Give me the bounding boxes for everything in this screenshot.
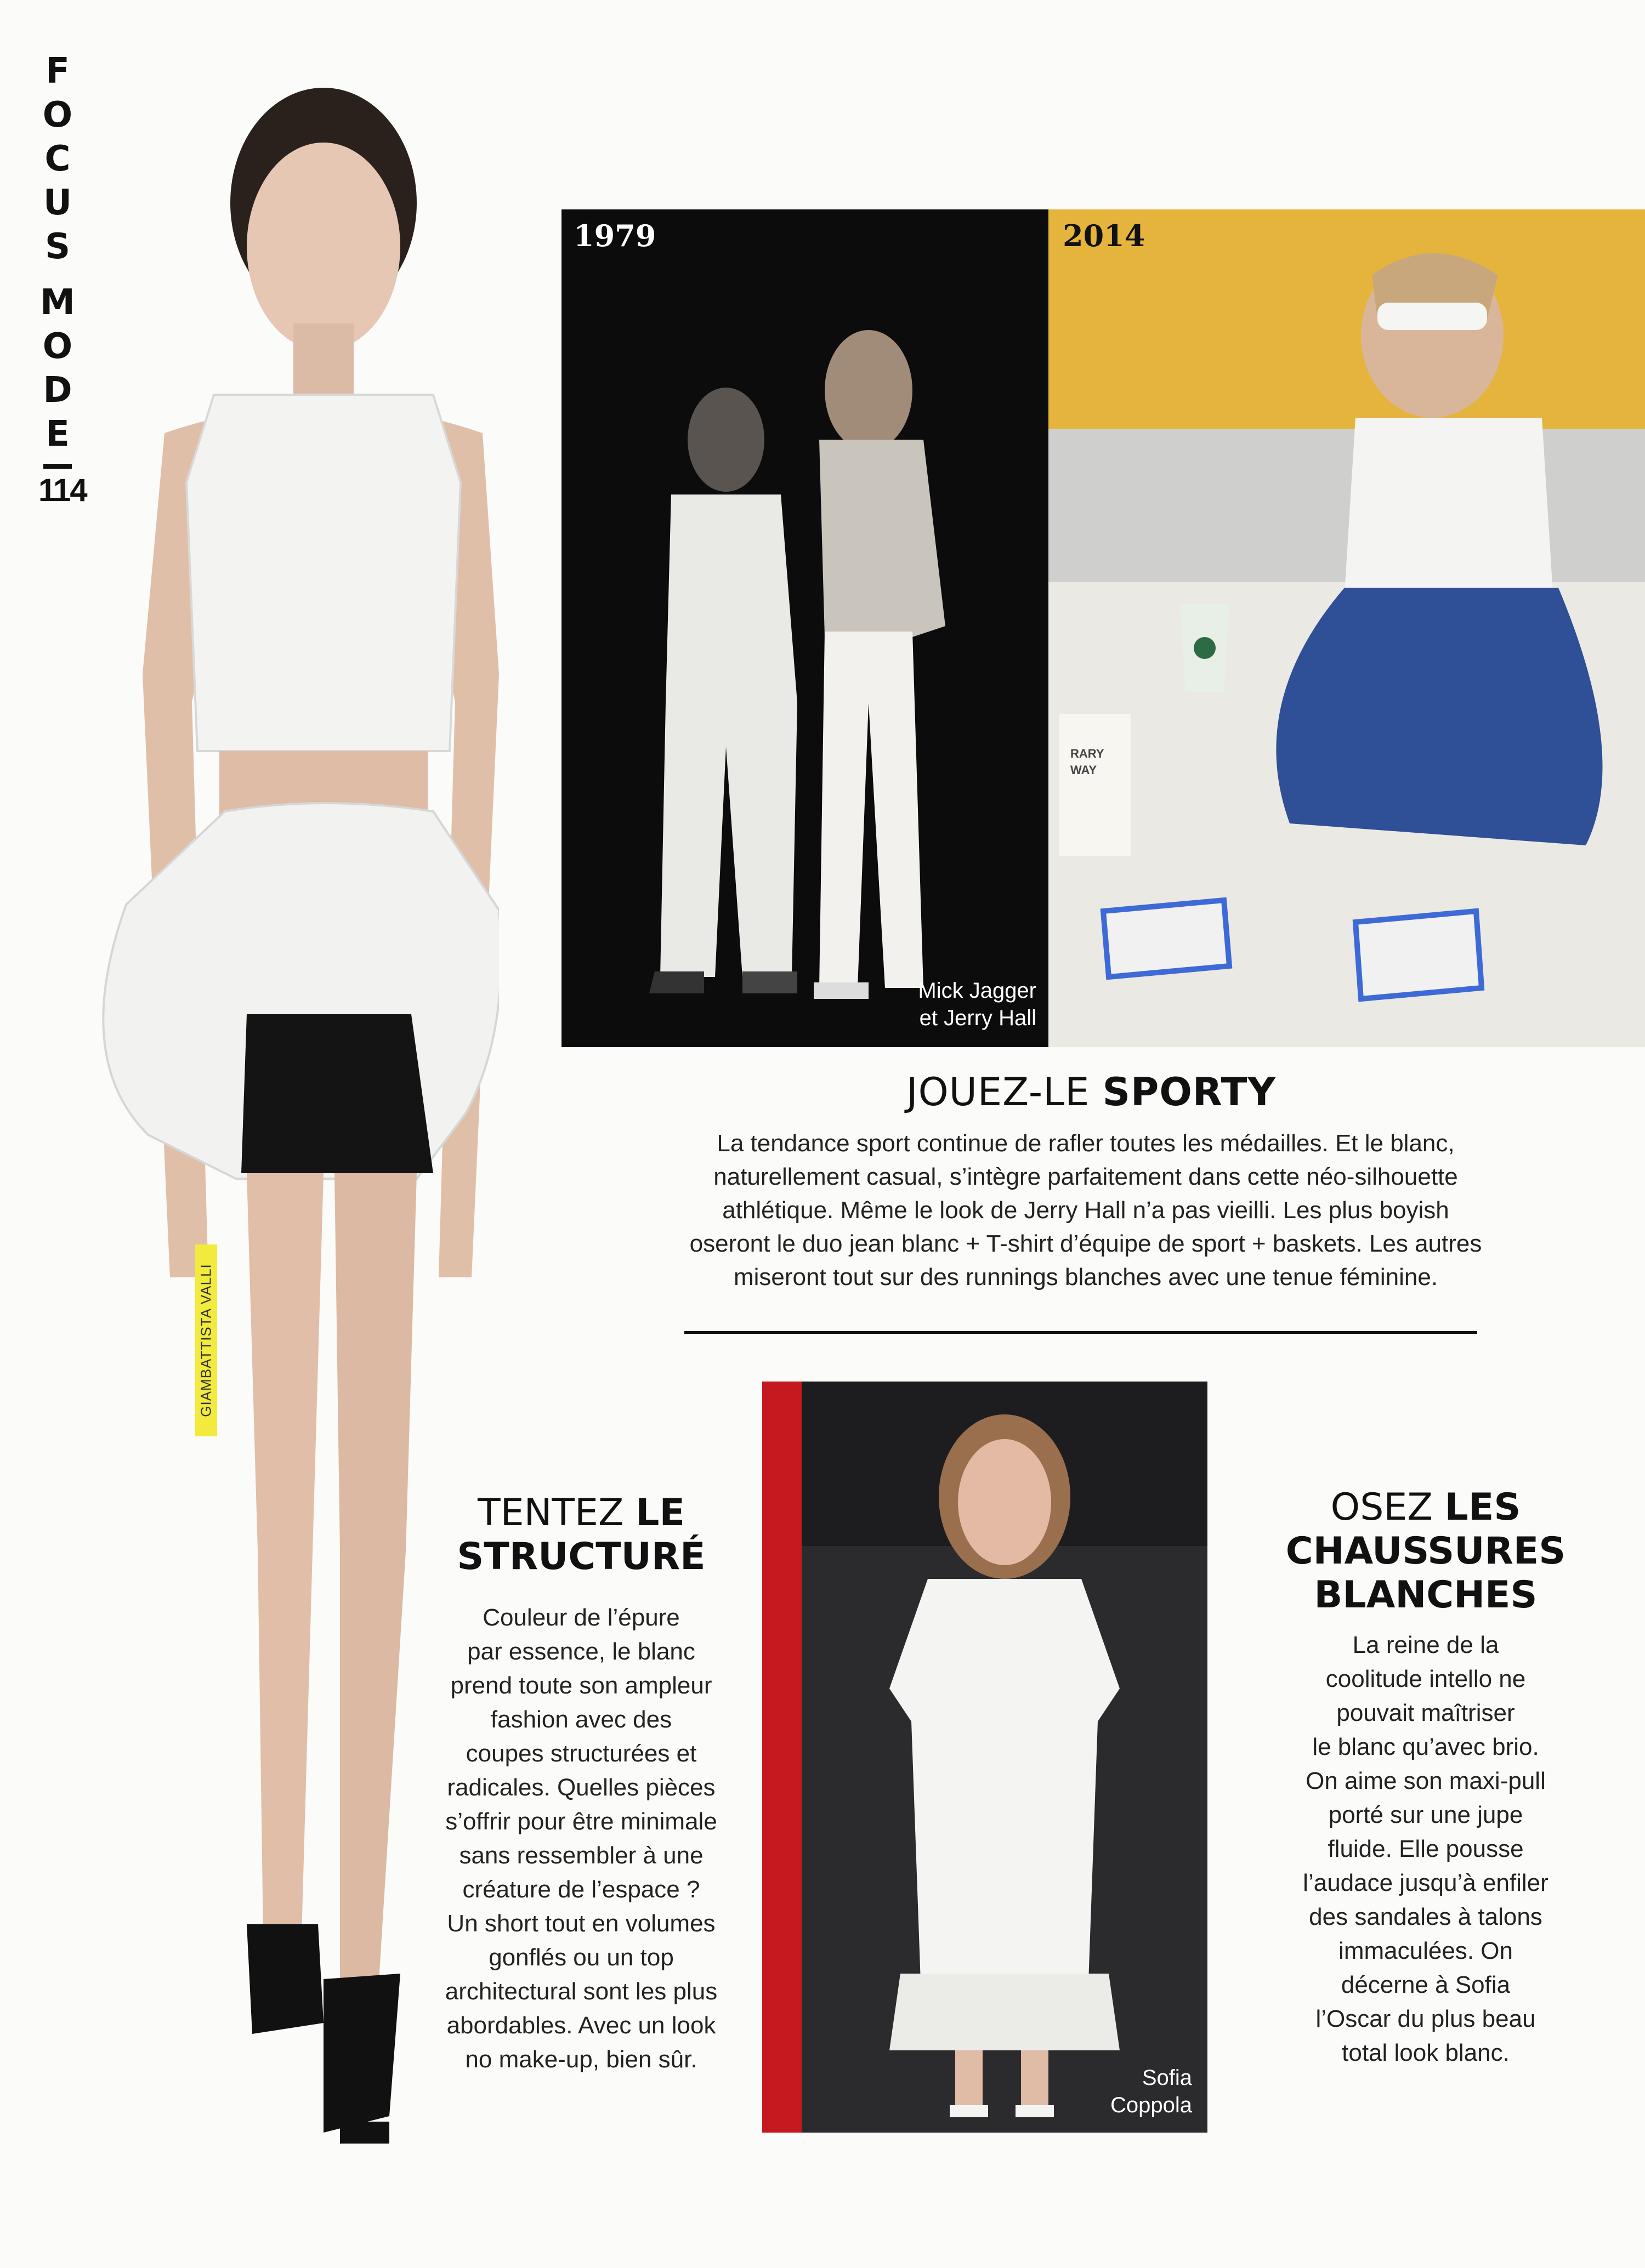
structure-paragraph: Couleur de l’épure par essence, le blanc prend toute son ampleur fashion avec des coupes structurées et radicales. Quelles pièces s’offrir pour être minimale sans ressembler à une créature de l’espace ? Un short tout en volumes gonflés ou un top architectural sont les plus abordables. Avec un look no make-up, bien sûr. bbox=[445, 1604, 718, 2073]
shoes-heading: OSEZ LES CHAUSSURES BLANCHES bbox=[1285, 1486, 1566, 1617]
header-letter: O bbox=[42, 95, 73, 135]
header-letter: F bbox=[46, 51, 70, 92]
section-divider bbox=[684, 1331, 1477, 1334]
structure-heading: TENTEZ LE STRUCTURÉ bbox=[457, 1491, 706, 1578]
header-rule bbox=[43, 464, 72, 469]
accent-red-bar bbox=[762, 1382, 802, 2133]
page-number: 114 bbox=[38, 473, 87, 508]
photo-sofia-image bbox=[802, 1382, 1207, 2133]
photo-caption-sofia: Sofia Coppola bbox=[1110, 2066, 1192, 2117]
header-letter: E bbox=[46, 414, 70, 454]
header-letter: S bbox=[44, 226, 71, 267]
photo-1979-image bbox=[561, 209, 1048, 1047]
header-letter: D bbox=[43, 370, 72, 411]
header-letter: M bbox=[40, 282, 75, 323]
photo-2014-image bbox=[1048, 209, 1645, 1047]
section-header-focus-mode bbox=[38, 49, 87, 508]
photo-sofia-coppola bbox=[802, 1382, 1207, 2133]
header-letter: O bbox=[42, 326, 73, 367]
photo-caption-jagger-hall: Mick Jagger et Jerry Hall bbox=[918, 979, 1036, 1030]
header-letter: C bbox=[44, 139, 71, 179]
header-letter: U bbox=[43, 183, 72, 223]
shoes-paragraph: La reine de la coolitude intello ne pouvait maîtriser le blanc qu’avec brio. On aime son maxi-pull porté sur une jupe fluide. Elle pousse l’audace jusqu’à enfiler des sandales à talons immaculées. On décerne à Sofia l’Oscar du plus beau total look blanc. bbox=[1303, 1632, 1548, 2066]
sporty-heading: JOUEZ-LE SPORTY bbox=[906, 1070, 1277, 1115]
photo-2014 bbox=[1048, 209, 1645, 1047]
photo-credit: GIAMBATTISTA VALLI bbox=[195, 1244, 217, 1436]
year-label-2014: 2014 bbox=[1063, 218, 1145, 253]
svg-text:RARY: RARY bbox=[1070, 747, 1104, 760]
sporty-paragraph: La tendance sport continue de rafler toutes les médailles. Et le blanc, naturellement casual, s’intègre parfaitement dans cette néo-silhouette athlétique. Même le look de Jerry Hall n’a pas vieilli. Les plus boyish oseront le duo jean blanc + T-shirt d’équipe de sport + baskets. Les autres miseront tout sur des runnings blanches avec une tenue féminine. bbox=[689, 1130, 1482, 1291]
year-label-1979: 1979 bbox=[574, 218, 656, 253]
photo-1979 bbox=[561, 209, 1048, 1047]
svg-text:WAY: WAY bbox=[1070, 763, 1097, 777]
